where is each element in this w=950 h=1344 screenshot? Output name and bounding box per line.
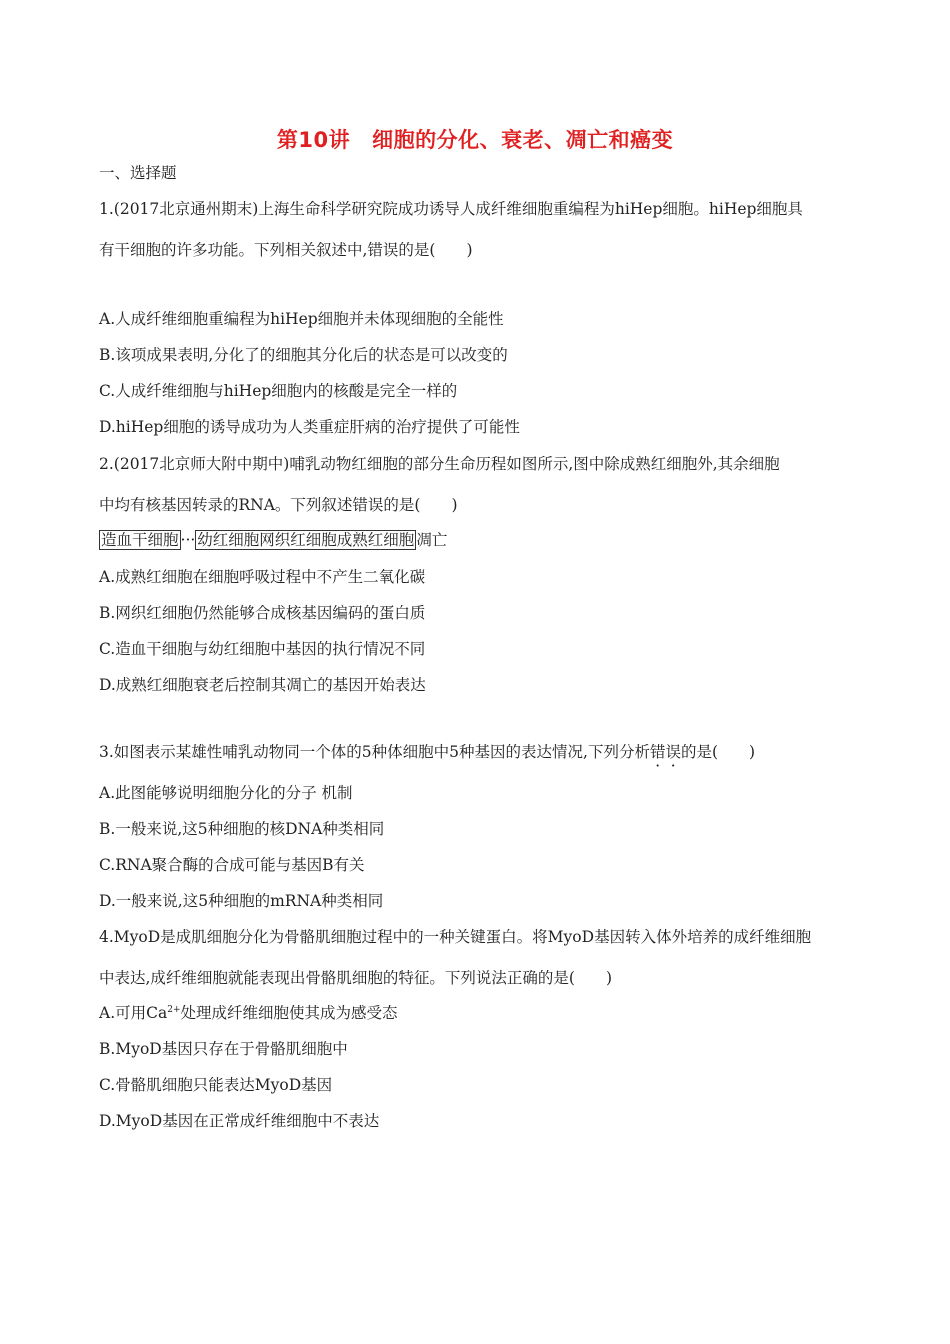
q4-option-b: B.MyoD基因只存在于骨骼肌细胞中 <box>99 1040 348 1058</box>
diagram-ellipsis: ··· <box>180 531 196 549</box>
q2-stem-line1: 2.(2017北京师大附中期中)哺乳动物红细胞的部分生命历程如图所示,图中除成熟红细胞外,其余细胞 <box>99 455 780 473</box>
q4-option-a-pre: A.可用Ca <box>99 1004 168 1022</box>
diagram-tail: 凋亡 <box>416 531 448 549</box>
section-heading: 一、选择题 <box>99 164 177 182</box>
page-title <box>0 124 950 154</box>
q1-option-a: A.人成纤维细胞重编程为hiHep细胞并未体现细胞的全能性 <box>99 310 504 328</box>
q3-option-d: D.一般来说,这5种细胞的mRNA种类相同 <box>99 892 384 910</box>
q4-option-d: D.MyoD基因在正常成纤维细胞中不表达 <box>99 1112 380 1130</box>
q4-option-a-superscript: 2+ <box>167 1005 181 1015</box>
q3-emphasis-1: 错 <box>649 743 666 761</box>
lecture-topic: 细胞的分化、衰老、凋亡和癌变 <box>372 128 674 152</box>
lecture-number: 第10讲 <box>276 128 351 152</box>
q3-stem-pre: 3.如图表示某雄性哺乳动物同一个体的5种体细胞中5种基因的表达情况,下列分析 <box>99 743 650 761</box>
q1-option-b: B.该项成果表明,分化了的细胞其分化后的状态是可以改变的 <box>99 346 508 364</box>
q2-option-d: D.成熟红细胞衰老后控制其凋亡的基因开始表达 <box>99 676 426 694</box>
q1-option-c: C.人成纤维细胞与hiHep细胞内的核酸是完全一样的 <box>99 382 458 400</box>
q3-option-b: B.一般来说,这5种细胞的核DNA种类相同 <box>99 820 385 838</box>
q1-stem-line2: 有干细胞的许多功能。下列相关叙述中,错误的是( ) <box>99 241 473 259</box>
q2-option-c: C.造血干细胞与幼红细胞中基因的执行情况不同 <box>99 640 426 658</box>
q3-option-a: A.此图能够说明细胞分化的分子 机制 <box>99 784 353 802</box>
q3-stem <box>99 742 755 762</box>
q3-stem-post: 的是( ) <box>680 743 756 761</box>
q4-option-a-post: 处理成纤维细胞使其成为感受态 <box>180 1004 398 1022</box>
diagram-box-stem-cell: 造血干细胞 <box>101 531 179 549</box>
q4-stem-line1: 4.MyoD是成肌细胞分化为骨骼肌细胞过程中的一种关键蛋白。将MyoD基因转入体外培养的成纤维细胞 <box>99 928 812 946</box>
q4-option-c: C.骨骼肌细胞只能表达MyoD基因 <box>99 1076 333 1094</box>
q2-stem-line2: 中均有核基因转录的RNA。下列叙述错误的是( ) <box>99 496 458 514</box>
q3-emphasis-2: 误 <box>665 743 681 761</box>
diagram-box-red-cells: 幼红细胞网织红细胞成熟红细胞 <box>197 531 415 549</box>
q2-diagram <box>99 530 447 550</box>
q4-option-a <box>99 1003 398 1023</box>
q1-stem-line1: 1.(2017北京通州期末)上海生命科学研究院成功诱导人成纤维细胞重编程为hiHep细胞。hiHep细胞具 <box>99 200 803 218</box>
q1-option-d: D.hiHep细胞的诱导成功为人类重症肝病的治疗提供了可能性 <box>99 418 520 436</box>
q3-option-c: C.RNA聚合酶的合成可能与基因B有关 <box>99 856 365 874</box>
q4-stem-line2: 中表达,成纤维细胞就能表现出骨骼肌细胞的特征。下列说法正确的是( ) <box>99 969 613 987</box>
q2-option-a: A.成熟红细胞在细胞呼吸过程中不产生二氧化碳 <box>99 568 426 586</box>
q2-option-b: B.网织红细胞仍然能够合成核基因编码的蛋白质 <box>99 604 426 622</box>
